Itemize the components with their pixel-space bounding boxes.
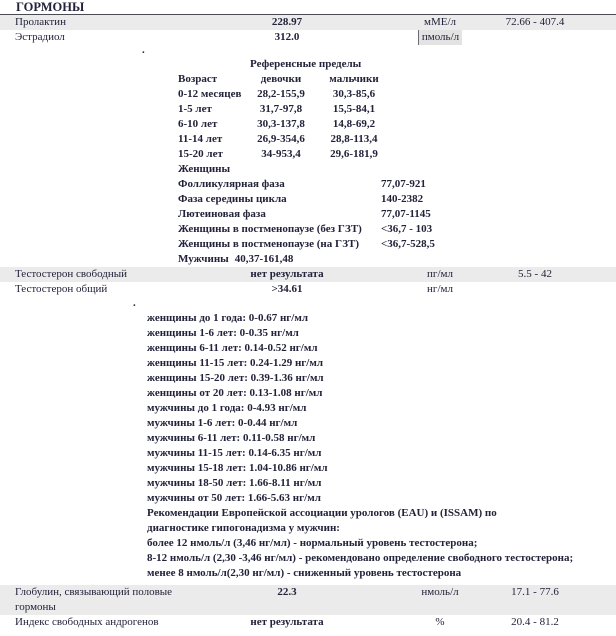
- girls-range: 28,2-155,9: [257, 88, 305, 100]
- phase-label: Фаза середины цикла: [178, 193, 287, 205]
- men-reference-line: [178, 252, 616, 267]
- boys-range: 28,8-113,4: [330, 133, 378, 145]
- analyte-result: нет результата: [250, 268, 324, 280]
- analyte-result: 228.97: [271, 16, 303, 28]
- reference-table-header: [178, 72, 616, 87]
- analyte-name: Эстрадиол: [15, 31, 65, 43]
- result-row-total-testosterone: [0, 282, 616, 297]
- girls-range: 34-953,4: [261, 148, 301, 160]
- estradiol-reference-block: [0, 57, 616, 267]
- analyte-reference-range: 17.1 - 77.6: [511, 586, 559, 598]
- phase-range: <36,7 - 103: [381, 223, 433, 235]
- result-row-free-androgen-index: [0, 615, 616, 630]
- separator-dot: .: [133, 297, 136, 309]
- girls-range: 31,7-97,8: [259, 103, 303, 115]
- reference-table-row: [178, 87, 616, 102]
- analyte-name: Тестостерон свободный: [15, 268, 128, 280]
- result-row-estradiol: [0, 30, 616, 45]
- phase-range: <36,7-528,5: [381, 238, 435, 250]
- section-title-hormones: ГОРМОНЫ: [0, 0, 616, 15]
- reference-line: женщины 1-6 лет: 0-0.35 нг/мл: [147, 327, 299, 339]
- reference-line: диагностике гипогонадизма у мужчин:: [147, 522, 340, 534]
- reference-phase-row: [178, 192, 616, 207]
- analyte-result: 22.3: [277, 586, 297, 598]
- reference-line: мужчины 11-15 лет: 0.14-6.35 нг/мл: [147, 447, 322, 459]
- men-range: 40,37-161,48: [234, 253, 294, 265]
- analyte-result: 312.0: [274, 31, 300, 43]
- analyte-unit: мМЕ/л: [423, 16, 456, 28]
- analyte-unit: нмоль/л: [421, 586, 459, 598]
- reference-line: мужчины 18-50 лет: 1.66-8.11 нг/мл: [147, 477, 322, 489]
- column-header-girls: девочки: [260, 73, 302, 85]
- result-row-free-testosterone: [0, 267, 616, 282]
- age-range: 15-20 лет: [178, 148, 223, 160]
- reference-line: менее 8 нмоль/л(2,30 нг/мл) - сниженный уровень тестостерона: [147, 567, 462, 579]
- analyte-reference-range: 72.66 - 407.4: [505, 16, 565, 28]
- analyte-reference-range: 5.5 - 42: [518, 268, 552, 280]
- reference-line: женщины 15-20 лет: 0.39-1.36 нг/мл: [147, 372, 324, 384]
- girls-range: 26,9-354,6: [257, 133, 305, 145]
- analyte-name: Пролактин: [15, 16, 66, 28]
- reference-title: Референсные пределы: [250, 58, 362, 70]
- analyte-unit: нг/мл: [427, 283, 453, 295]
- boys-range: 14,8-69,2: [332, 118, 376, 130]
- reference-line: мужчины 1-6 лет: 0-0.44 нг/мл: [147, 417, 298, 429]
- separator-dot: .: [142, 44, 145, 56]
- unit-highlighted-text: пмоль/л: [418, 30, 462, 45]
- reference-line: мужчины 15-18 лет: 1.04-10.86 нг/мл: [147, 462, 328, 474]
- reference-table-row: [178, 102, 616, 117]
- analyte-name: Тестостерон общий: [15, 283, 108, 295]
- phase-range: 140-2382: [381, 193, 424, 205]
- column-header-age: Возраст: [178, 73, 218, 85]
- reference-line: Рекомендации Европейской ассоциации урологов (EAU) и (ISSAM) по: [147, 507, 497, 519]
- result-row-prolactin: [0, 15, 616, 30]
- phase-range: 77,07-921: [381, 178, 426, 190]
- age-range: 11-14 лет: [178, 133, 223, 145]
- result-row-shbg: [0, 585, 616, 615]
- analyte-result: >34.61: [271, 283, 303, 295]
- phase-label: Женщины в постменопаузе (без ГЗТ): [178, 223, 362, 235]
- analyte-unit: [400, 30, 480, 45]
- analyte-name: Индекс свободных андрогенов: [15, 616, 159, 628]
- boys-range: 15,5-84,1: [332, 103, 376, 115]
- phase-range: 77,07-1145: [381, 208, 431, 220]
- reference-line: мужчины до 1 года: 0-4.93 нг/мл: [147, 402, 307, 414]
- column-header-boys: мальчики: [329, 73, 379, 85]
- reference-line: женщины 6-11 лет: 0.14-0.52 нг/мл: [147, 342, 318, 354]
- reference-line: женщины от 20 лет: 0.13-1.08 нг/мл: [147, 387, 323, 399]
- analyte-name: Глобулин, связывающий половые гормоны: [15, 586, 173, 613]
- reference-table-row: [178, 147, 616, 162]
- boys-range: 30,3-85,6: [332, 88, 376, 100]
- analyte-unit: %: [435, 616, 445, 628]
- phase-label: Женщины в постменопаузе (на ГЗТ): [178, 238, 360, 250]
- reference-line: женщины до 1 года: 0-0.67 нг/мл: [147, 312, 309, 324]
- analyte-reference-range: 20.4 - 81.2: [511, 616, 559, 628]
- reference-line: 8-12 нмоль/л (2,30 -3,46 нг/мл) - рекомендовано определение свободного тестостерона;: [147, 552, 574, 564]
- reference-line: женщины 11-15 лет: 0.24-1.29 нг/мл: [147, 357, 323, 369]
- reference-table-row: [178, 117, 616, 132]
- girls-range: 30,3-137,8: [257, 118, 305, 130]
- phase-label: Фолликулярная фаза: [178, 178, 285, 190]
- analyte-result: нет результата: [250, 616, 324, 628]
- reference-phase-row: [178, 237, 616, 252]
- testosterone-reference-block: [0, 311, 616, 581]
- age-range: 0-12 месяцев: [178, 88, 242, 100]
- men-label: Мужчины: [178, 253, 229, 265]
- women-section-label: Женщины: [178, 163, 231, 175]
- boys-range: 29,6-181,9: [330, 148, 378, 160]
- age-range: 6-10 лет: [178, 118, 218, 130]
- phase-label: Лютеиновая фаза: [178, 208, 266, 220]
- reference-table-row: [178, 132, 616, 147]
- reference-phase-row: [178, 177, 616, 192]
- reference-line: более 12 нмоль/л (3,46 нг/мл) - нормальный уровень тестостерона;: [147, 537, 478, 549]
- reference-line: мужчины 6-11 лет: 0.11-0.58 нг/мл: [147, 432, 316, 444]
- analyte-unit: пг/мл: [427, 268, 453, 280]
- reference-phase-row: [178, 222, 616, 237]
- reference-phase-row: [178, 207, 616, 222]
- reference-line: мужчины от 50 лет: 1.66-5.63 нг/мл: [147, 492, 321, 504]
- age-range: 1-5 лет: [178, 103, 212, 115]
